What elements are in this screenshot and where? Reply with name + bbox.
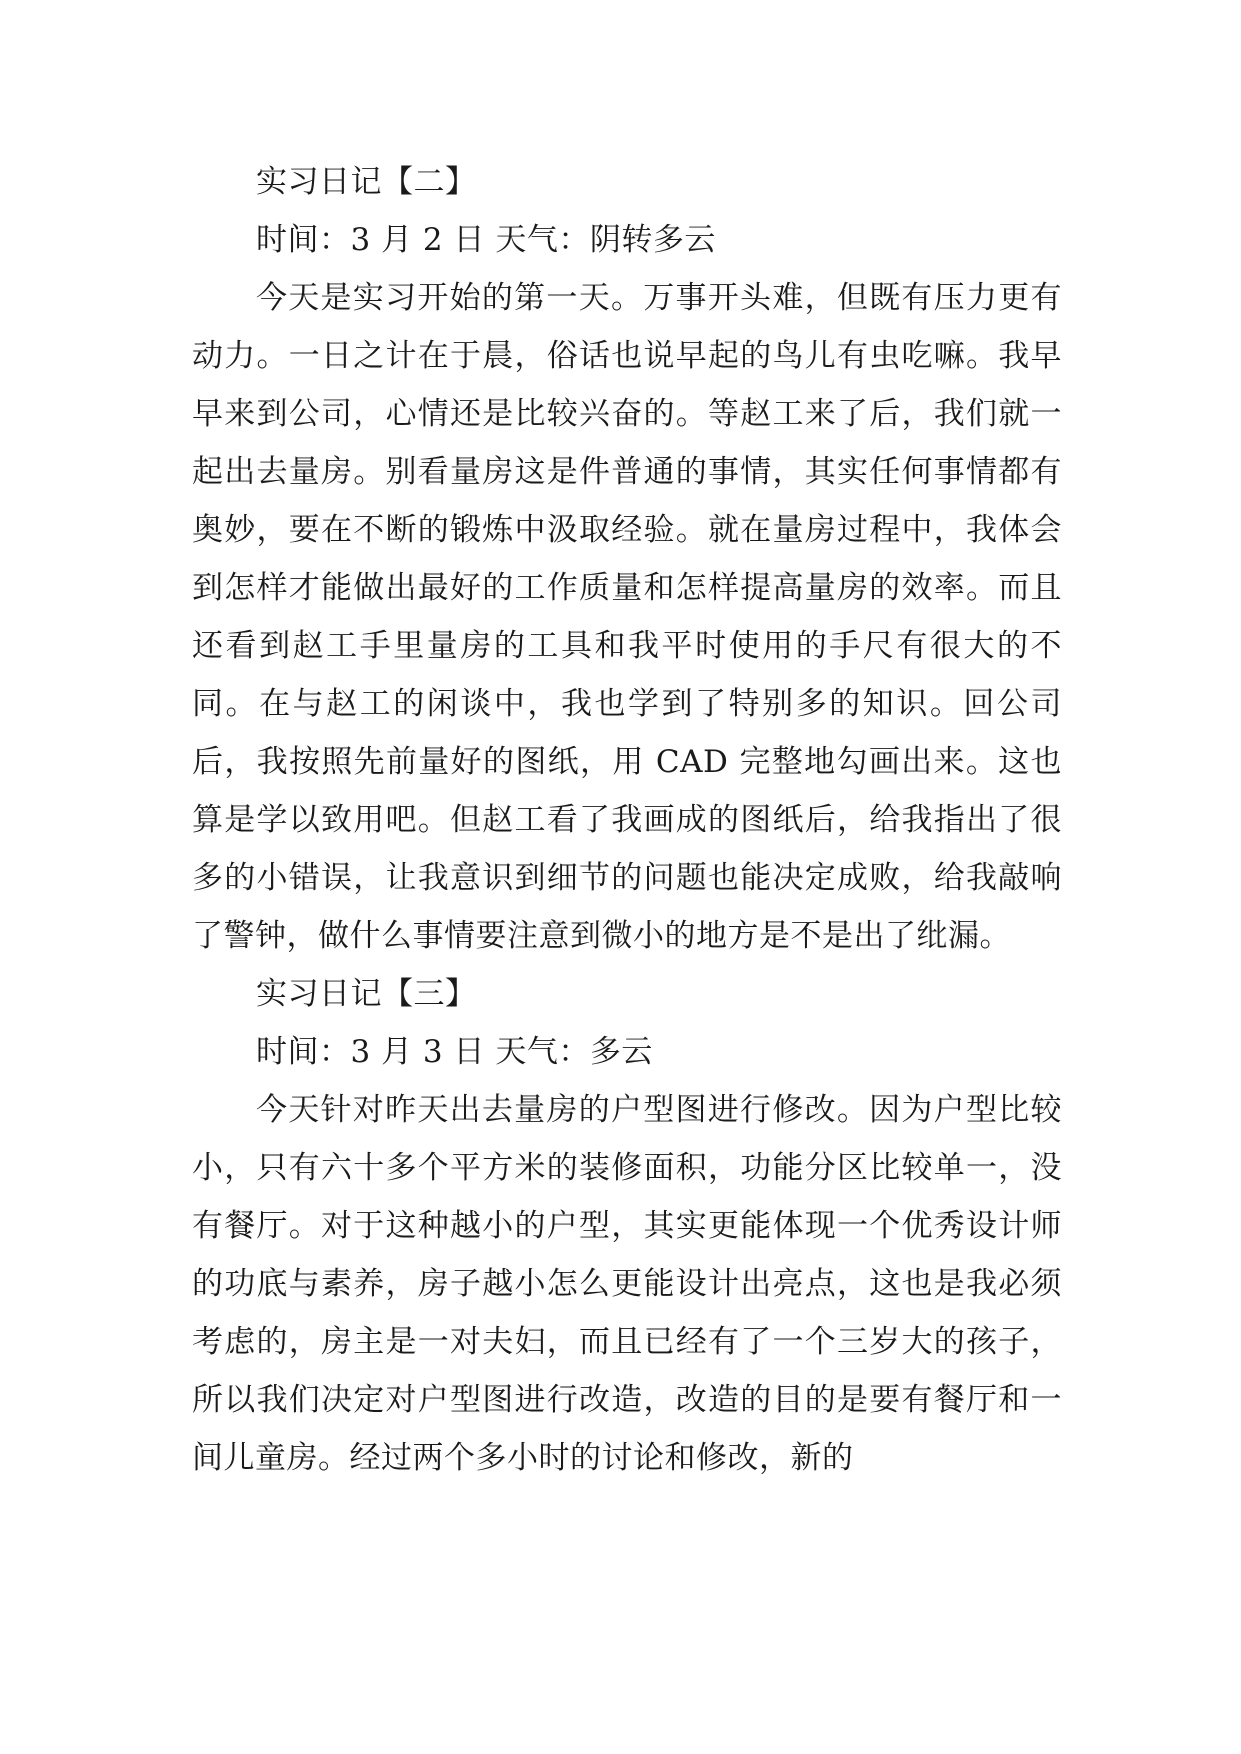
entry-3-heading: 实习日记【三】 xyxy=(256,976,477,1012)
entry-2-date-weather: 时间：3 月 2 日 天气：阴转多云 xyxy=(256,222,716,258)
entry-3-date-weather: 时间：3 月 3 日 天气：多云 xyxy=(256,1034,653,1070)
entry-2-paragraph: 今天是实习开始的第一天。万事开头难，但既有压力更有动力。一日之计在于晨，俗话也说早起的鸟儿有虫吃嘛。我早早来到公司，心情还是比较兴奋的。等赵工来了后，我们就一起出去量房。别看量房这是件普通的事情，其实任何事情都有奥妙，要在不断的锻炼中汲取经验。就在量房过程中，我体会到怎样才能做出最好的工作质量和怎样提高量房的效率。而且还看到赵工手里量房的工具和我平时使用的手尺有很大的不同。在与赵工的闲谈中，我也学到了特别多的知识。回公司后，我按照先前量好的图纸，用 CAD 完整地勾画出来。这也算是学以致用吧。但赵工看了我画成的图纸后，给我指出了很多的小错误，让我意识到细节的问题也能决定成败，给我敲响了警钟，做什么事情要注意到微小的地方是不是出了纰漏。 xyxy=(192,280,1062,954)
entry-2-heading: 实习日记【二】 xyxy=(256,164,477,200)
entry-3-paragraph: 今天针对昨天出去量房的户型图进行修改。因为户型比较小，只有六十多个平方米的装修面积，功能分区比较单一，没有餐厅。对于这种越小的户型，其实更能体现一个优秀设计师的功底与素养，房子越小怎么更能设计出亮点，这也是我必须考虑的，房主是一对夫妇，而且已经有了一个三岁大的孩子，所以我们决定对户型图进行改造，改造的目的是要有餐厅和一间儿童房。经过两个多小时的讨论和修改，新的 xyxy=(192,1092,1062,1476)
document-body xyxy=(192,153,1062,1487)
